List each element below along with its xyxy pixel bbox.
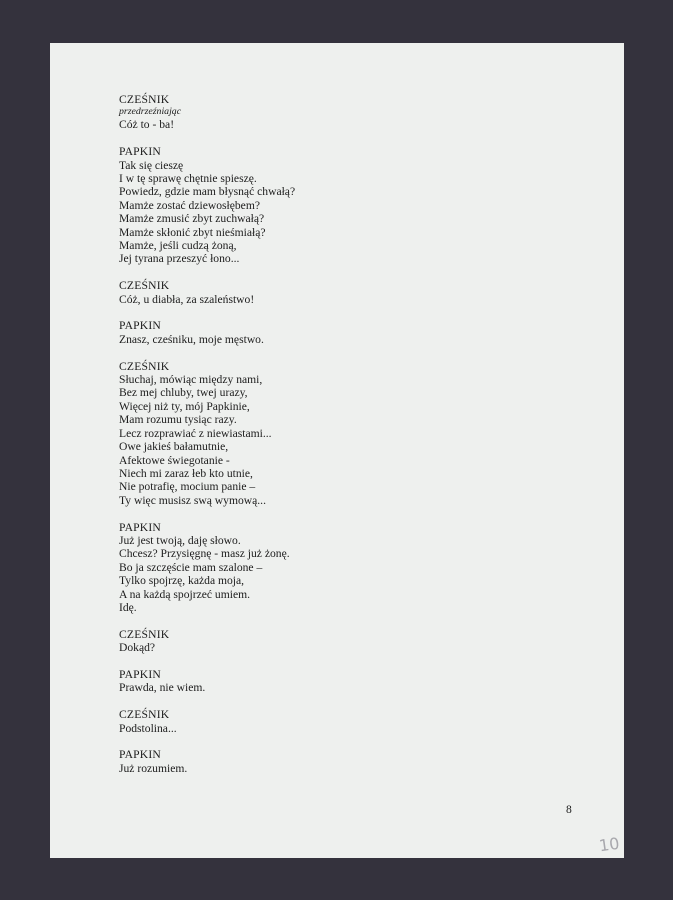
speaker-name: PAPKIN bbox=[119, 520, 162, 534]
dialogue-block bbox=[119, 360, 539, 507]
verse-line: Idę. bbox=[119, 600, 137, 614]
verse-line: Mam rozumu tysiąc razy. bbox=[119, 413, 237, 427]
verse-line: Już rozumiem. bbox=[119, 761, 188, 775]
verse-line: Jej tyrana przeszyć łono... bbox=[119, 252, 240, 266]
verse-line: Podstolina... bbox=[119, 721, 177, 735]
speaker-name: PAPKIN bbox=[119, 667, 162, 681]
verse-line: Mamże, jeśli cudzą żoną, bbox=[119, 239, 237, 253]
verse-line: Prawda, nie wiem. bbox=[119, 681, 206, 695]
verse-line: Lecz rozprawiać z niewiastami... bbox=[119, 426, 272, 440]
dialogue-block bbox=[119, 521, 539, 615]
verse-line: I w tę sprawę chętnie spieszę. bbox=[119, 172, 257, 186]
verse-line: Tylko spojrzę, każda moja, bbox=[119, 574, 245, 588]
dialogue-block bbox=[119, 668, 539, 695]
speaker-name: CZEŚNIK bbox=[119, 279, 170, 293]
speaker-name: PAPKIN bbox=[119, 748, 162, 762]
verse-line: Ty więc musisz swą wymową... bbox=[119, 493, 266, 507]
speaker-name: CZEŚNIK bbox=[119, 93, 170, 106]
dialogue-block bbox=[119, 628, 539, 655]
verse-line: Cóż, u diabła, za szaleństwo! bbox=[119, 292, 255, 306]
speaker-name: CZEŚNIK bbox=[119, 627, 170, 641]
verse-line: Bez mej chluby, twej urazy, bbox=[119, 386, 248, 400]
speaker-name: CZEŚNIK bbox=[119, 359, 170, 373]
manuscript-page bbox=[50, 43, 624, 858]
verse-line: Więcej niż ty, mój Papkinie, bbox=[119, 399, 250, 413]
verse-line: Cóż to - ba! bbox=[119, 118, 175, 132]
verse-line: Słuchaj, mówiąc między nami, bbox=[119, 373, 263, 387]
dialogue-block bbox=[119, 748, 539, 775]
verse-line: Dokąd? bbox=[119, 641, 156, 655]
verse-line: Afektowe świegotanie - bbox=[119, 453, 230, 467]
speaker-name: PAPKIN bbox=[119, 319, 162, 333]
verse-line: Mamże skłonić zbyt nieśmiałą? bbox=[119, 225, 266, 239]
dialogue-block bbox=[119, 319, 539, 346]
verse-line: Powiedz, gdzie mam błysnąć chwałą? bbox=[119, 185, 296, 199]
verse-line: Mamże zostać dziewosłębem? bbox=[119, 198, 260, 212]
verse-line: Znasz, cześniku, moje męstwo. bbox=[119, 332, 264, 346]
verse-line: Owe jakieś bałamutnie, bbox=[119, 440, 229, 454]
dialogue-block bbox=[119, 145, 539, 266]
stage-direction: przedrzeźniając bbox=[119, 106, 182, 118]
dialogue-block bbox=[119, 279, 539, 306]
verse-line: Nie potrafię, mocium panie – bbox=[119, 480, 256, 494]
verse-line: Tak się cieszę bbox=[119, 158, 184, 172]
verse-line: Chcesz? Przysięgnę - masz już żonę. bbox=[119, 547, 290, 561]
verse-line: Już jest twoją, daję słowo. bbox=[119, 533, 241, 547]
speaker-name: PAPKIN bbox=[119, 145, 162, 159]
verse-line: Niech mi zaraz łeb kto utnie, bbox=[119, 466, 253, 480]
verse-line: Bo ja szczęście mam szalone – bbox=[119, 560, 263, 574]
page-number: 8 bbox=[566, 803, 572, 816]
verse-line: A na każdą spojrzeć umiem. bbox=[119, 587, 251, 601]
dialogue-block bbox=[119, 93, 539, 132]
dialogue-text-column bbox=[119, 93, 539, 789]
dialogue-block bbox=[119, 708, 539, 735]
pencil-folio-mark: 10 bbox=[597, 833, 621, 856]
verse-line: Mamże zmusić zbyt zuchwałą? bbox=[119, 212, 265, 226]
speaker-name: CZEŚNIK bbox=[119, 708, 170, 722]
